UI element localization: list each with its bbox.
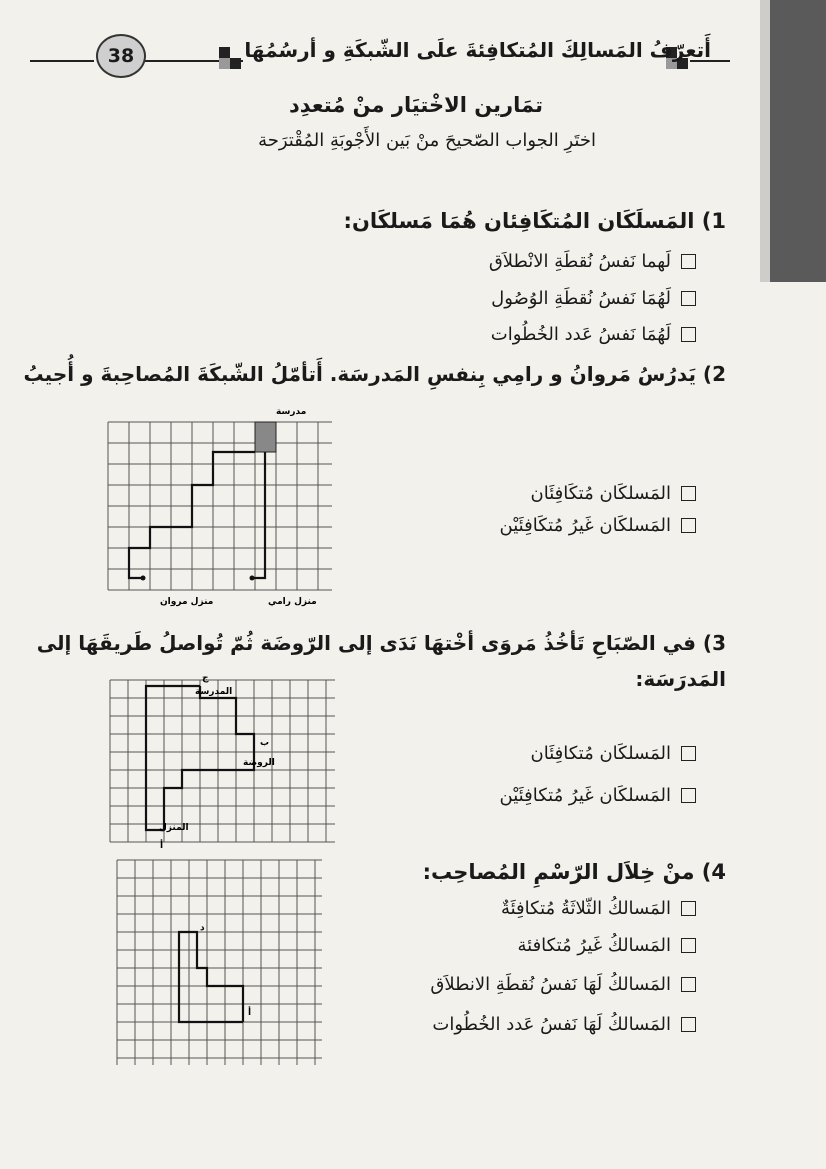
header-rule-left: [30, 60, 94, 62]
checkbox[interactable]: [681, 938, 696, 953]
checkbox[interactable]: [681, 977, 696, 992]
checkbox[interactable]: [681, 518, 696, 533]
q4-grid-lines: [117, 860, 322, 1065]
checkbox[interactable]: [681, 901, 696, 916]
point-a-label: أ: [160, 841, 164, 850]
q1-option-2[interactable]: لَهُمَا نَفسُ نُقطَةِ الوُصُول: [491, 288, 696, 309]
header-square-icon: [219, 58, 230, 69]
checkbox[interactable]: [681, 746, 696, 761]
checkbox[interactable]: [681, 788, 696, 803]
q4-option-2[interactable]: المَسالكُ غَيرُ مُتكافئة: [518, 935, 697, 956]
q2-grid-lines: [108, 422, 332, 590]
q1-option-3[interactable]: لَهُمَا نَفسُ عَدد الخُطُوات: [491, 324, 696, 345]
school-building-icon: [255, 422, 276, 452]
q3-text-line1: 3) في الصّبَاحِ تَأخُذُ مَروَى أخْتهَا نَدَى إلى الرّوضَة ثُمّ تُواصلُ طَريقَهَا إلى: [36, 631, 726, 655]
checkbox[interactable]: [681, 254, 696, 269]
checkbox[interactable]: [681, 327, 696, 342]
marwan-house-point: [141, 576, 146, 581]
q3-grid: [105, 670, 345, 850]
q3-option-1[interactable]: المَسلكَان مُتكافِئَان: [530, 743, 696, 764]
q4-point-a-label: أ: [248, 1008, 252, 1018]
page-number-badge: [96, 34, 146, 78]
rami-house-point: [250, 576, 255, 581]
q2-grid: [100, 400, 340, 610]
q4-option-4[interactable]: المَسالكُ لَهَا نَفسُ عَدد الخُطُوات: [432, 1014, 696, 1035]
header-title: أَتعرّفُ المَسالِكَ المُتكافِئةَ علَى الشّبكَةِ و أرسُمُهَا: [244, 38, 711, 62]
home-label: المنزل: [159, 823, 189, 833]
instruction: اختَرِ الجواب الصّحيحَ منْ بَين الأَجْوبَةِ المُقْترَحة: [258, 130, 596, 151]
q2-option-2[interactable]: المَسلكَان غَيرُ مُتكَافِئَيْن: [500, 515, 696, 536]
rami-label: منزل رامي: [268, 597, 317, 607]
page-edge-shadow: [760, 0, 770, 282]
q4-grid: [112, 855, 332, 1075]
point-c-label: ج: [202, 673, 209, 683]
page-edge-tab: [770, 0, 826, 282]
q1-option-1[interactable]: لَهما نَفسُ نُقطَةِ الانْطلاَق: [489, 251, 696, 272]
kindergarten-label: الروضة: [243, 758, 275, 768]
checkbox[interactable]: [681, 486, 696, 501]
q1-text: 1) المَسلَكَان المُتكَافِئان هُمَا مَسلكَان:: [343, 209, 726, 233]
q4-point-d-label: د: [200, 923, 205, 933]
path-via-kindergarten: [164, 686, 254, 830]
q4-text: 4) منْ خِلاَل الرّسْمِ المُصاحِب:: [422, 860, 726, 884]
q2-option-1[interactable]: المَسلكَان مُتكَافِئَان: [530, 483, 696, 504]
q3-option-2[interactable]: المَسلكَان غَيرُ مُتكافِئَيْن: [500, 785, 696, 806]
marwan-label: منزل مروان: [160, 597, 214, 607]
header-square-icon: [230, 58, 241, 69]
q3-text-line2: المَدرَسَة:: [635, 667, 726, 691]
section-title: تمَارين الاخْتيَار منْ مُتعدِد: [289, 93, 543, 117]
q4-option-1[interactable]: المَسالكُ الثّلاثَةُ مُتكافِئَةٌ: [501, 898, 696, 919]
checkbox[interactable]: [681, 1017, 696, 1032]
point-b-label: ب: [260, 738, 270, 748]
q3-grid-lines: [110, 680, 335, 842]
q4-option-3[interactable]: المَسالكُ لَهَا نَفسُ نُقطَةِ الانطلاَق: [430, 974, 696, 995]
school-label: مدرسة: [276, 407, 307, 417]
q3-school-label: المدرسة: [195, 687, 233, 697]
header-square-icon: [219, 47, 230, 58]
path-rami: [252, 452, 265, 578]
q2-text: 2) يَدرُسُ مَروانُ و رامِي بِنفسِ المَدرسَة. أَتأمّلُ الشّبكَةَ المُصاحِبةَ و أُجيبُ: [23, 362, 726, 386]
path-direct: [146, 686, 200, 830]
checkbox[interactable]: [681, 291, 696, 306]
page-number: 38: [107, 45, 135, 67]
